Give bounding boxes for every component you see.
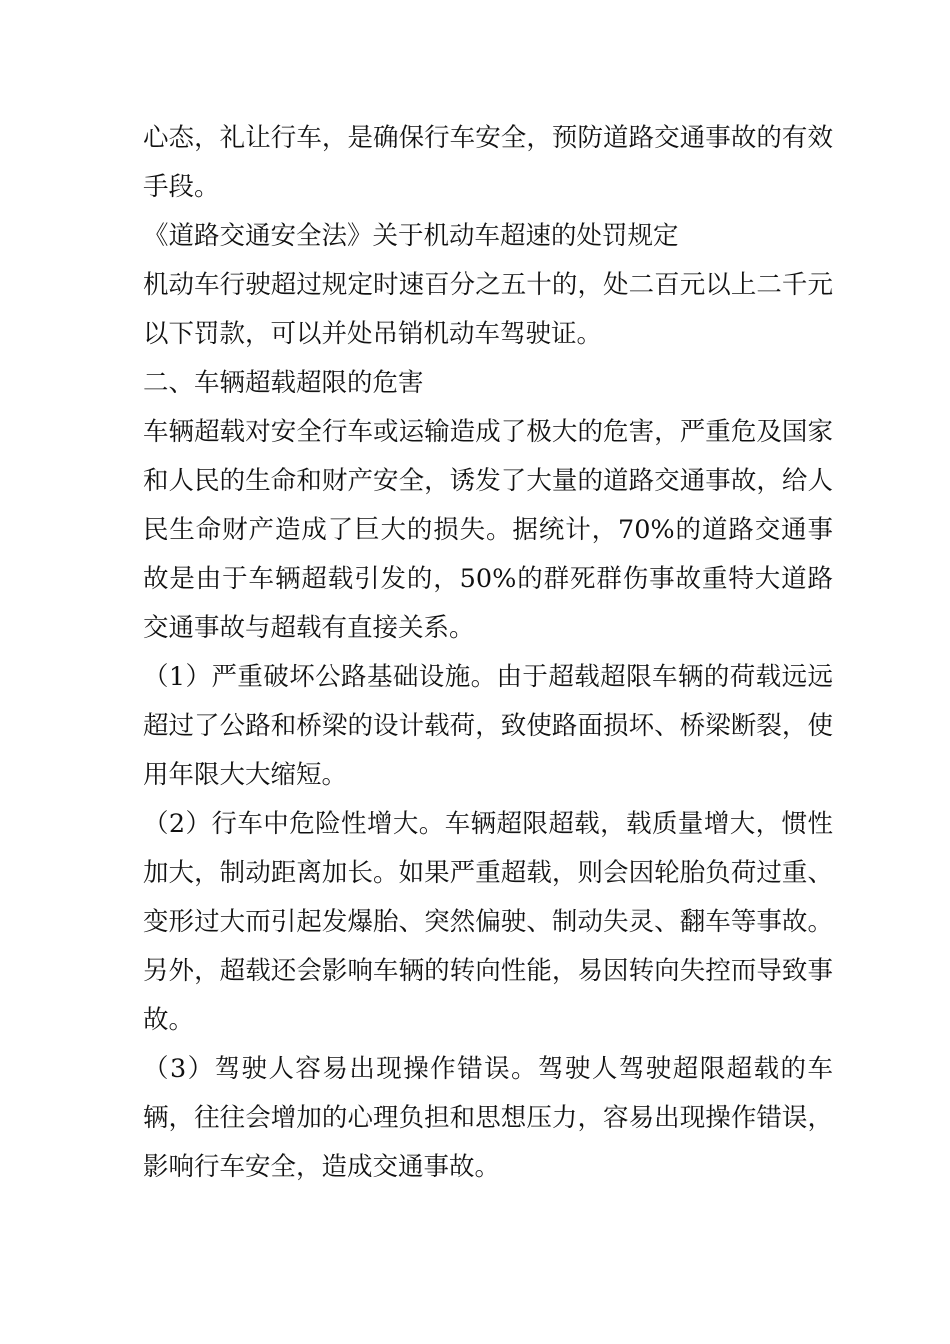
section-title-speeding-penalty: 《道路交通安全法》关于机动车超速的处罚规定	[143, 221, 679, 251]
paragraph-hazard-1: （1）严重破坏公路基础设施。由于超载超限车辆的荷载远远超过了公路和桥梁的设计载荷，致使路面损坏、桥梁断裂，使用年限大大缩短。	[143, 662, 833, 790]
paragraph-speeding-penalty: 机动车行驶超过规定时速百分之五十的，处二百元以上二千元以下罚款，可以并处吊销机动车驾驶证。	[143, 270, 833, 349]
document-body	[143, 114, 833, 1192]
paragraph-safe-driving-conclusion: 心态，礼让行车，是确保行车安全，预防道路交通事故的有效手段。	[143, 123, 833, 202]
paragraph-hazard-3: （3）驾驶人容易出现操作错误。驾驶人驾驶超限超载的车辆，往往会增加的心理负担和思想压力，容易出现操作错误，影响行车安全，造成交通事故。	[143, 1054, 833, 1182]
paragraph-overload-overview: 车辆超载对安全行车或运输造成了极大的危害，严重危及国家和人民的生命和财产安全，诱发了大量的道路交通事故，给人民生命财产造成了巨大的损失。据统计，70%的道路交通事故是由于车辆超载引发的，50%的群死群伤事故重特大道路交通事故与超载有直接关系。	[143, 417, 833, 643]
paragraph-hazard-2: （2）行车中危险性增大。车辆超限超载，载质量增大，惯性加大，制动距离加长。如果严重超载，则会因轮胎负荷过重、变形过大而引起发爆胎、突然偏驶、制动失灵、翻车等事故。另外，超载还会影响车辆的转向性能，易因转向失控而导致事故。	[143, 809, 833, 1035]
section-heading-overload-hazards: 二、车辆超载超限的危害	[143, 368, 424, 398]
